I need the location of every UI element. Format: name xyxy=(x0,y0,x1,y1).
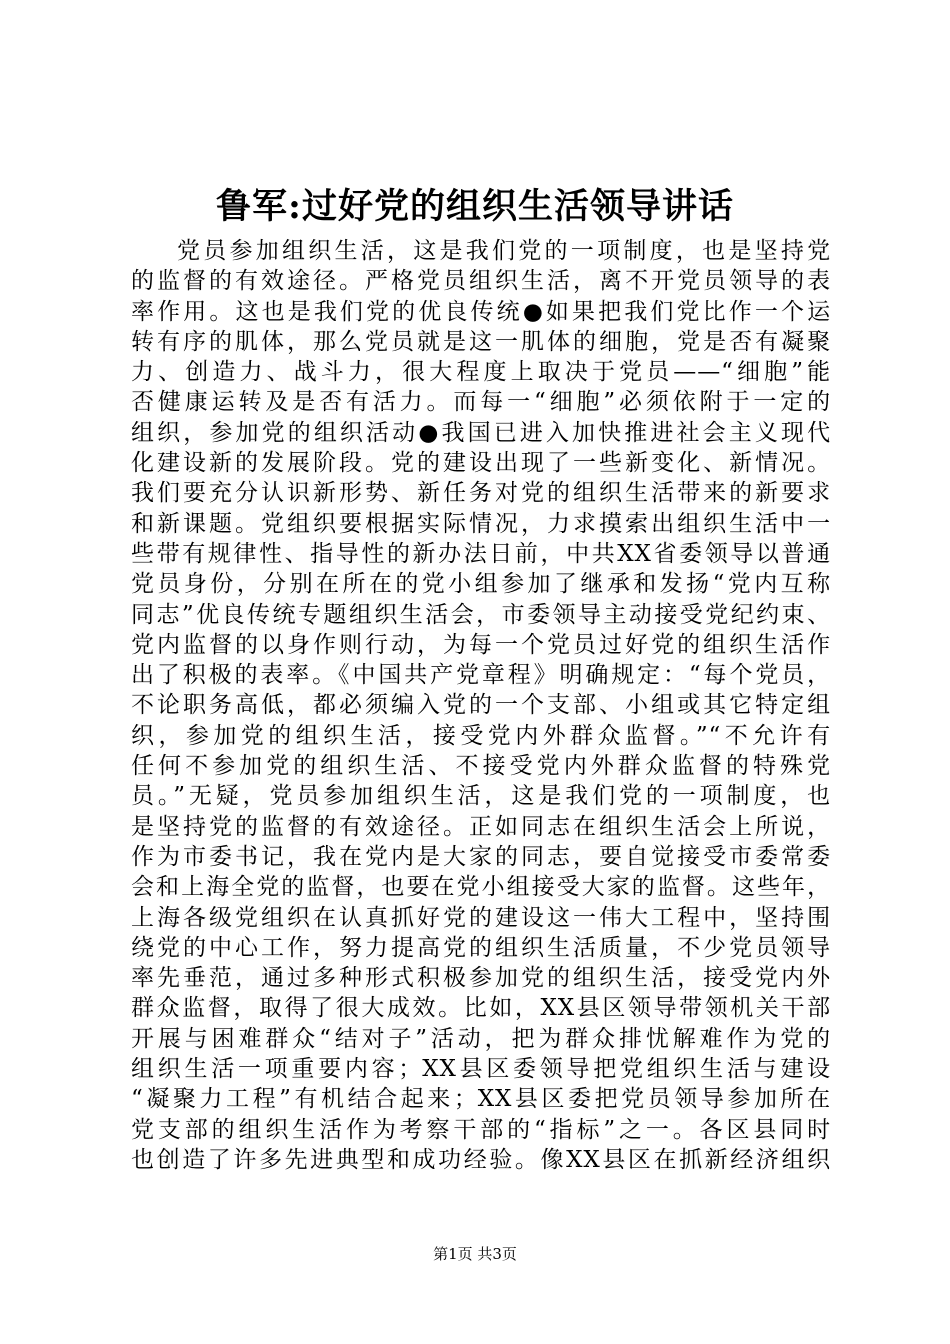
body-line: 转有序的肌体，那么党员就是这一肌体的细胞，党是否有凝聚 xyxy=(131,328,831,355)
body-line: 群众监督，取得了很大成效。比如，XX县区领导带领机关干部 xyxy=(131,995,831,1022)
body-line: 也创造了许多先进典型和成功经验。像XX县区在抓新经济组织 xyxy=(131,1146,831,1173)
page-footer: 第1页 共3页 xyxy=(433,1245,517,1263)
body-line: 党支部的组织生活作为考察干部的“指标”之一。各区县同时 xyxy=(131,1116,831,1143)
body-line: 我们要充分认识新形势、新任务对党的组织生活带来的新要求 xyxy=(131,480,831,507)
body-line: 的监督的有效途径。严格党员组织生活，离不开党员领导的表 xyxy=(131,268,831,295)
body-line: 开展与困难群众“结对子”活动，把为群众排忧解难作为党的 xyxy=(131,1025,831,1052)
body-line: 党内监督的以身作则行动，为每一个党员过好党的组织生活作 xyxy=(131,631,831,658)
body-line: 否健康运转及是否有活力。而每一“细胞”必须依附于一定的 xyxy=(131,389,831,416)
document-body xyxy=(131,236,831,1175)
body-line: 同志”优良传统专题组织生活会，市委领导主动接受党纪约束、 xyxy=(131,601,831,628)
body-line: 作为市委书记，我在党内是大家的同志，要自觉接受市委常委 xyxy=(131,843,831,870)
body-line: 力、创造力、战斗力，很大程度上取决于党员——“细胞”能 xyxy=(131,359,831,386)
body-line: 会和上海全党的监督，也要在党小组接受大家的监督。这些年， xyxy=(131,874,831,901)
body-line: 绕党的中心工作，努力提高党的组织生活质量，不少党员领导 xyxy=(131,934,831,961)
body-line: 化建设新的发展阶段。党的建设出现了一些新变化、新情况。 xyxy=(131,450,831,477)
body-line: 党员参加组织生活，这是我们党的一项制度，也是坚持党 xyxy=(177,238,831,264)
document-title: 鲁军:过好党的组织生活领导讲话 xyxy=(216,186,734,227)
body-line: 组织生活一项重要内容；XX县区委领导把党组织生活与建设 xyxy=(131,1056,831,1083)
body-line: 任何不参加党的组织生活、不接受党内外群众监督的特殊党 xyxy=(131,753,831,780)
body-line: 些带有规律性、指导性的新办法日前，中共XX省委领导以普通 xyxy=(131,540,831,567)
body-line: 组织，参加党的组织活动●我国已进入加快推进社会主义现代 xyxy=(131,419,831,446)
body-line: 员。”无疑，党员参加组织生活，这是我们党的一项制度，也 xyxy=(131,783,831,810)
body-line: 织，参加党的组织生活，接受党内外群众监督。”“不允许有 xyxy=(131,722,831,749)
body-line: 率先垂范，通过多种形式积极参加党的组织生活，接受党内外 xyxy=(131,965,831,992)
body-line: “凝聚力工程”有机结合起来；XX县区委把党员领导参加所在 xyxy=(131,1086,831,1113)
body-line: 和新课题。党组织要根据实际情况，力求摸索出组织生活中一 xyxy=(131,510,831,537)
body-line: 出了积极的表率。《中国共产党章程》明确规定：“每个党员， xyxy=(131,662,831,689)
body-line: 党员身份，分别在所在的党小组参加了继承和发扬“党内互称 xyxy=(131,571,831,598)
body-line: 不论职务高低，都必须编入党的一个支部、小组或其它特定组 xyxy=(131,692,831,719)
body-line: 上海各级党组织在认真抓好党的建设这一伟大工程中，坚持围 xyxy=(131,904,831,931)
body-line: 是坚持党的监督的有效途径。正如同志在组织生活会上所说， xyxy=(131,813,831,840)
body-line: 率作用。这也是我们党的优良传统●如果把我们党比作一个运 xyxy=(131,298,831,325)
